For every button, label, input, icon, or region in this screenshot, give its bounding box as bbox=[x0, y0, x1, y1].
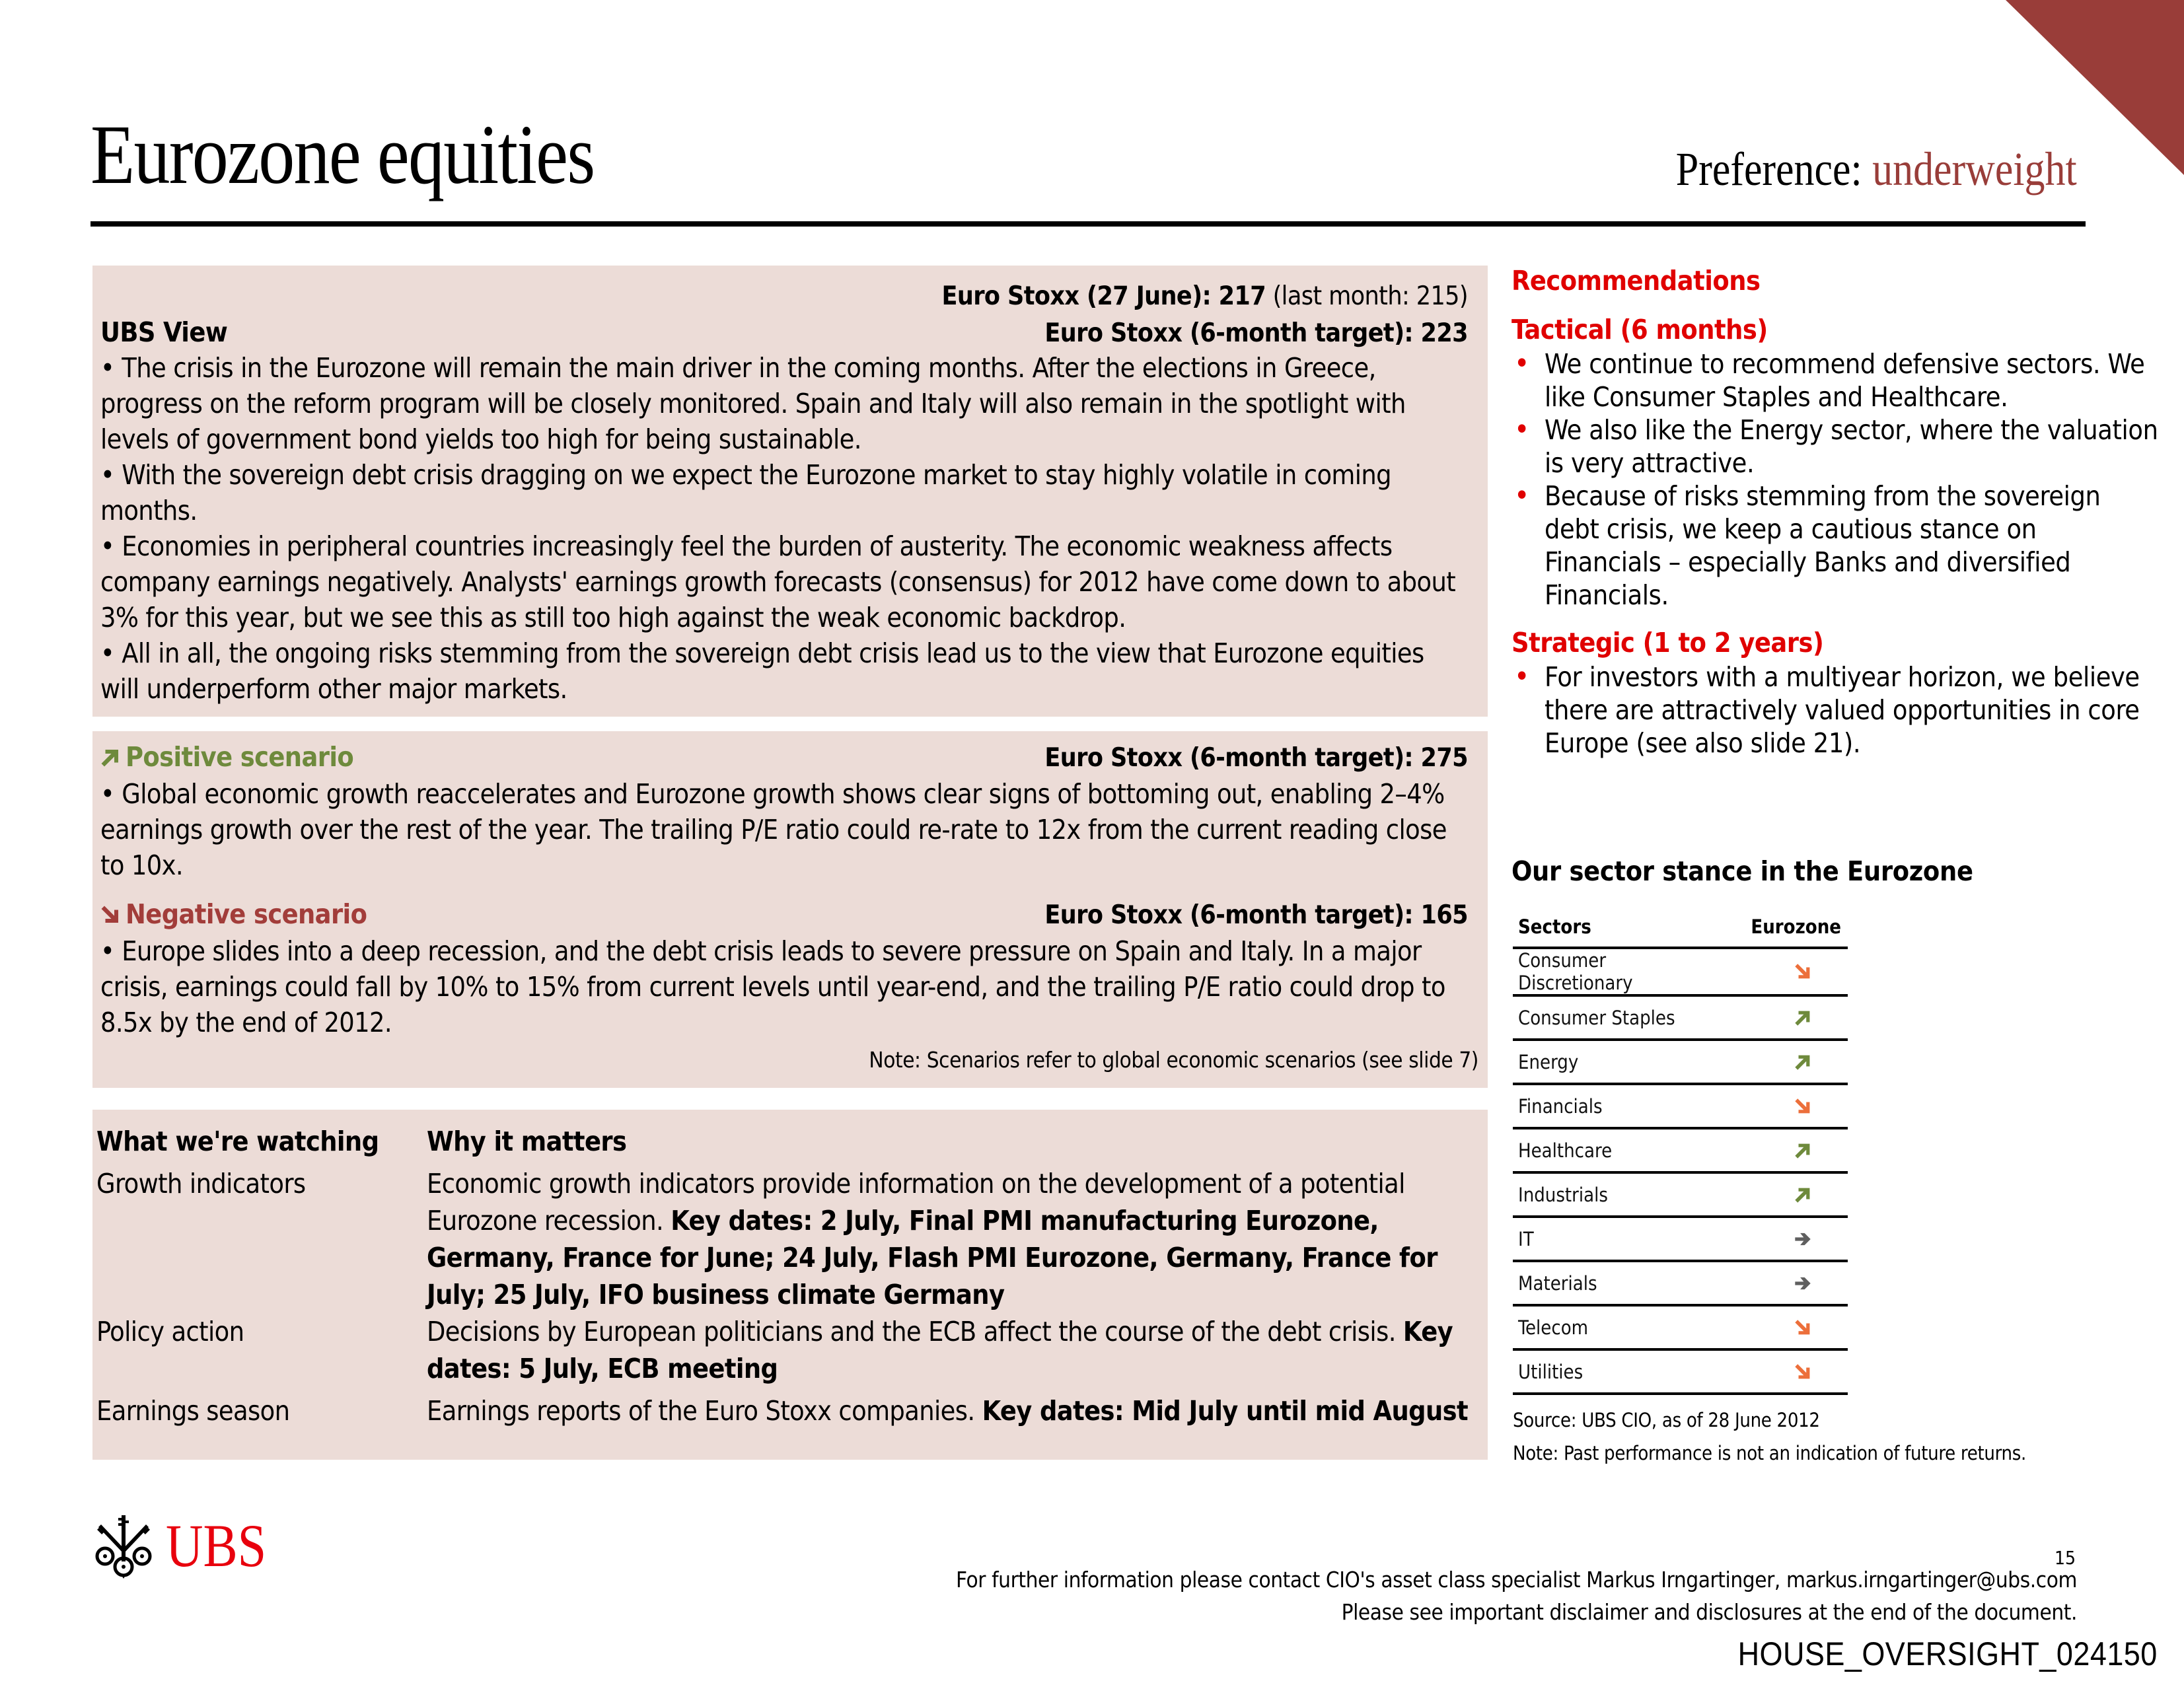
arrow-up-right-icon bbox=[1794, 1054, 1811, 1071]
sectors-col-header: Sectors bbox=[1513, 907, 1717, 948]
ubs-logo bbox=[91, 1513, 284, 1579]
arrow-up-right-icon bbox=[100, 748, 120, 768]
ubs-view-panel bbox=[92, 266, 1488, 717]
strategic-list bbox=[1511, 661, 2159, 760]
strategic-item: • For investors with a multiyear horizon, we believe there are attractively valued opportunities in core Europe (see also slide 21). bbox=[1511, 661, 2159, 760]
negative-scenario-text: • Europe slides into a deep recession, and the debt crisis leads to severe pressure on Spain and Italy. In a major crisis, earnings could fall by 10% to 15% from current levels until year-end, and the trailing P/E ratio could drop to 8.5x by the end of 2012. bbox=[100, 935, 1445, 1038]
table-row bbox=[1513, 948, 1848, 995]
preference-label bbox=[1676, 143, 2077, 196]
positive-scenario-label bbox=[100, 739, 353, 775]
watching-reason bbox=[427, 1165, 1474, 1313]
euro-stoxx-price bbox=[941, 279, 1468, 314]
table-header-row bbox=[1513, 907, 1848, 948]
sector-name: Consumer Discretionary bbox=[1513, 948, 1717, 995]
positive-scenario-header bbox=[100, 739, 1468, 776]
key-dates: Key dates: 2 July, Final PMI manufacturing Eurozone, Germany, France for June; 24 July, Flash PMI Eurozone, Germany, France for July; 25 July, IFO business climate Germany bbox=[427, 1205, 1438, 1310]
key-dates: Key dates: 5 July, ECB meeting bbox=[427, 1316, 1453, 1384]
ubs-view-bullet: • Economies in peripheral countries increasingly feel the burden of austerity. The economic weakness affects company earnings negatively. Analysts' earnings growth forecasts (consensus) for 2012 have come down to about 3% for this year, but we see this as still too high against the weak economic backdrop. bbox=[100, 530, 1456, 633]
positive-scenario-target: Euro Stoxx (6-month target): 275 bbox=[1044, 743, 1468, 773]
table-row bbox=[1513, 995, 1848, 1040]
recommendations bbox=[1511, 263, 2159, 760]
arrow-down-right-icon bbox=[1794, 1363, 1811, 1380]
sector-name: Materials bbox=[1513, 1261, 1717, 1305]
arrow-right-icon bbox=[1794, 1275, 1811, 1292]
watching-item: Growth indicators bbox=[96, 1168, 306, 1200]
stance-cell bbox=[1717, 1305, 1848, 1349]
key-dates: Key dates: Mid July until mid August bbox=[982, 1395, 1469, 1427]
preference-prefix: Preference: bbox=[1676, 143, 1873, 196]
arrow-up-right-icon bbox=[1794, 1186, 1811, 1203]
table-row bbox=[1513, 1305, 1848, 1349]
reason-text: Economic growth indicators provide information on the development of a potential Eurozone recession. bbox=[427, 1168, 1405, 1236]
positive-scenario-text: • Global economic growth reaccelerates and Eurozone growth shows clear signs of bottoming out, enabling 2–4% earnings growth over the rest of the year. The trailing P/E ratio could re-rate to 12x from the current reading close to 10x. bbox=[100, 778, 1447, 881]
watching-item: Policy action bbox=[96, 1316, 244, 1347]
sector-stance-table bbox=[1513, 907, 1848, 1395]
tactical-item: • Because of risks stemming from the sovereign debt crisis, we keep a cautious stance on Financials – especially Banks and diversified Financials. bbox=[1511, 480, 2159, 612]
table-row bbox=[1513, 1084, 1848, 1128]
arrow-right-icon bbox=[1794, 1231, 1811, 1248]
contact-line: For further information please contact CIO's asset class specialist Markus Irngartinger, markus.irngartinger@ubs.com bbox=[956, 1567, 2077, 1593]
sector-name: Healthcare bbox=[1513, 1128, 1717, 1172]
table-row bbox=[1513, 1128, 1848, 1172]
arrow-up-right-icon bbox=[1794, 1142, 1811, 1159]
sector-name: Energy bbox=[1513, 1040, 1717, 1084]
stance-cell bbox=[1717, 1217, 1848, 1261]
sector-name: IT bbox=[1513, 1217, 1717, 1261]
page-number: 15 bbox=[2054, 1547, 2076, 1569]
scenarios-note: Note: Scenarios refer to global economic scenarios (see slide 7) bbox=[869, 1047, 1478, 1073]
sector-name: Industrials bbox=[1513, 1172, 1717, 1217]
stance-cell bbox=[1717, 948, 1848, 995]
watching-reason bbox=[427, 1392, 1474, 1429]
keys-icon bbox=[91, 1513, 157, 1579]
reason-text: Earnings reports of the Euro Stoxx companies. bbox=[427, 1395, 982, 1427]
arrow-up-right-icon bbox=[1794, 1009, 1811, 1026]
watching-item: Earnings season bbox=[96, 1395, 290, 1427]
strategic-heading: Strategic (1 to 2 years) bbox=[1511, 627, 1824, 659]
stance-cell bbox=[1717, 1349, 1848, 1394]
stance-cell bbox=[1717, 1040, 1848, 1084]
stance-cell bbox=[1717, 1128, 1848, 1172]
sector-name: Telecom bbox=[1513, 1305, 1717, 1349]
watching-table bbox=[96, 1123, 1474, 1429]
sector-stance-title: Our sector stance in the Eurozone bbox=[1511, 855, 1973, 887]
recommendations-heading: Recommendations bbox=[1511, 265, 1761, 297]
ubs-view-bullets bbox=[100, 350, 1468, 707]
negative-scenario-target: Euro Stoxx (6-month target): 165 bbox=[1044, 900, 1468, 930]
table-row bbox=[1513, 1217, 1848, 1261]
source-note: Source: UBS CIO, as of 28 June 2012 bbox=[1513, 1409, 1820, 1431]
ubs-view-header bbox=[100, 314, 1468, 351]
sector-name: Financials bbox=[1513, 1084, 1717, 1128]
ubs-logo-text: UBS bbox=[166, 1512, 267, 1579]
disclaimer-line: Please see important disclaimer and disclosures at the end of the document. bbox=[1341, 1599, 2077, 1625]
stance-cell bbox=[1717, 1172, 1848, 1217]
arrow-down-right-icon bbox=[1794, 1098, 1811, 1115]
stance-cell bbox=[1717, 995, 1848, 1040]
table-row bbox=[1513, 1261, 1848, 1305]
table-row bbox=[1513, 1040, 1848, 1084]
ubs-view-target: Euro Stoxx (6-month target): 223 bbox=[1044, 318, 1468, 348]
preference-value: underweight bbox=[1872, 143, 2077, 196]
ubs-view-heading: UBS View bbox=[100, 316, 228, 348]
arrow-down-right-icon bbox=[1794, 963, 1811, 980]
watching-panel bbox=[92, 1110, 1488, 1460]
negative-label-text: Negative scenario bbox=[126, 898, 367, 930]
sector-name: Utilities bbox=[1513, 1349, 1717, 1394]
arrow-down-right-icon bbox=[100, 905, 120, 925]
negative-scenario-label bbox=[100, 896, 367, 932]
bates-number: HOUSE_OVERSIGHT_024150 bbox=[1737, 1635, 2158, 1672]
watching-reason bbox=[427, 1313, 1474, 1387]
table-row bbox=[1513, 1172, 1848, 1217]
negative-scenario-header bbox=[100, 896, 1468, 933]
price-last-month: (last month: 215) bbox=[1266, 281, 1468, 311]
positive-label-text: Positive scenario bbox=[126, 741, 354, 773]
reason-text: Decisions by European politicians and the ECB affect the course of the debt crisis. bbox=[427, 1316, 1403, 1347]
tactical-item: • We also like the Energy sector, where the valuation is very attractive. bbox=[1511, 413, 2159, 480]
ubs-view-bullet: • The crisis in the Eurozone will remain the main driver in the coming months. After the elections in Greece, progress on the reform program will be closely monitored. Spain and Italy will also remain in the spotlight with levels of government bond yields too high for being sustainable. bbox=[100, 352, 1406, 455]
ubs-view-bullet: • With the sovereign debt crisis dragging on we expect the Eurozone market to stay highly volatile in coming months. bbox=[100, 459, 1391, 526]
stance-cell bbox=[1717, 1261, 1848, 1305]
price-value: Euro Stoxx (27 June): 217 bbox=[941, 281, 1266, 311]
tactical-list bbox=[1511, 347, 2159, 612]
tactical-item: • We continue to recommend defensive sectors. We like Consumer Staples and Healthcare. bbox=[1511, 347, 2159, 413]
scenarios-panel bbox=[92, 731, 1488, 1088]
title-rule bbox=[91, 221, 2086, 227]
performance-note: Note: Past performance is not an indication of future returns. bbox=[1513, 1442, 2027, 1464]
table-row bbox=[1513, 1349, 1848, 1394]
arrow-down-right-icon bbox=[1794, 1319, 1811, 1336]
tactical-heading: Tactical (6 months) bbox=[1511, 314, 1768, 345]
page-title: Eurozone equities bbox=[91, 108, 595, 201]
stance-cell bbox=[1717, 1084, 1848, 1128]
sector-name: Consumer Staples bbox=[1513, 995, 1717, 1040]
watching-col-header: What we're watching bbox=[96, 1126, 379, 1157]
eurozone-col-header: Eurozone bbox=[1717, 907, 1848, 948]
why-col-header: Why it matters bbox=[427, 1126, 627, 1157]
ubs-view-bullet: • All in all, the ongoing risks stemming from the sovereign debt crisis lead us to the view that Eurozone equities will underperform other major markets. bbox=[100, 637, 1424, 705]
